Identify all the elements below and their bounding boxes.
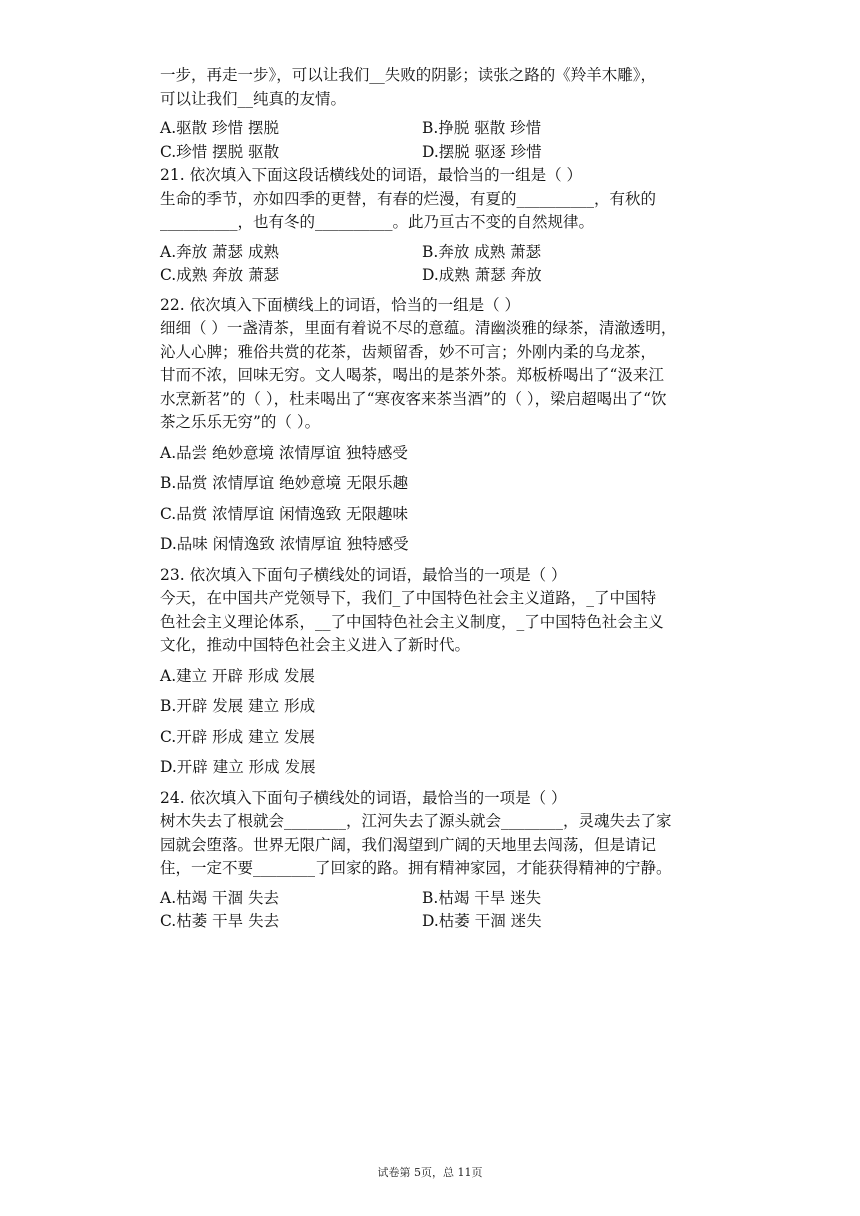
option-b[interactable]: B.品赏 浓情厚谊 绝妙意境 无限乐趣 (160, 474, 409, 492)
question-text-line: 园就会堕落。世界无限广阔，我们渴望到广阔的天地里去闯荡，但是请记 (160, 835, 657, 854)
question-text-line: 住，一定不要________了回家的路。拥有精神家园，才能获得精神的宁静。 (160, 859, 672, 877)
question-text-line: 沁人心脾；雅俗共赏的花茶，齿颊留香，妙不可言；外刚内柔的乌龙茶， (160, 342, 657, 361)
question-20-continuation (160, 64, 760, 164)
exam-page-content (160, 64, 760, 934)
question-23 (160, 564, 760, 780)
option-d[interactable]: D.品味 闲情逸致 浓情厚谊 独特感受 (160, 535, 409, 553)
question-text-line: 水烹新茗”的（ ），杜耒喝出了“寒夜客来茶当酒”的（ ），梁启超喝出了“饮 (160, 389, 667, 408)
option-a[interactable]: A.枯竭 干涸 失去 (160, 888, 279, 907)
question-text-line: 生命的季节，亦如四季的更替，有春的烂漫，有夏的__________，有秋的 (160, 189, 657, 208)
question-21 (160, 164, 760, 288)
option-c[interactable]: C.开辟 形成 建立 发展 (160, 727, 316, 746)
question-text-line: 树木失去了根就会________，江河失去了源头就会________，灵魂失去了家 (160, 812, 672, 830)
option-b[interactable]: B.奔放 成熟 萧瑟 (422, 242, 542, 261)
question-stem: 24. 依次填入下面句子横线处的词语，最恰当的一项是（ ） (160, 788, 567, 807)
question-text-line: 细细（ ）一盏清茶，里面有着说不尽的意蕴。清幽淡雅的绿茶，清澈透明， (160, 319, 677, 337)
option-b[interactable]: B.挣脱 驱散 珍惜 (422, 119, 542, 137)
option-a[interactable]: A.驱散 珍惜 摆脱 (160, 119, 279, 137)
option-b[interactable]: B.枯竭 干旱 迷失 (422, 888, 542, 907)
options-row (160, 910, 760, 934)
option-c[interactable]: C.珍惜 摆脱 驱散 (160, 142, 280, 161)
option-c[interactable]: C.成熟 奔放 萧瑟 (160, 266, 280, 284)
options-row (160, 264, 760, 288)
question-stem: 23. 依次填入下面句子横线处的词语，最恰当的一项是（ ） (160, 565, 567, 584)
option-d[interactable]: D.开辟 建立 形成 发展 (160, 758, 316, 776)
question-text-line: 可以让我们__纯真的友情。 (160, 89, 347, 108)
option-d[interactable]: D.成熟 萧瑟 奔放 (422, 266, 542, 284)
question-22 (160, 294, 760, 557)
option-b[interactable]: B.开辟 发展 建立 形成 (160, 697, 316, 715)
options-row (160, 241, 760, 265)
question-text-line: 文化，推动中国特色社会主义进入了新时代。 (160, 636, 471, 654)
question-24 (160, 787, 760, 934)
options-row (160, 141, 760, 165)
option-a[interactable]: A.建立 开辟 形成 发展 (160, 666, 315, 685)
options-row (160, 117, 760, 141)
question-text-line: __________，也有冬的__________。此乃亘古不变的自然规律。 (160, 213, 595, 231)
page-footer: 试卷第 5页，总 11页 (377, 1166, 483, 1179)
option-c[interactable]: C.品赏 浓情厚谊 闲情逸致 无限趣味 (160, 504, 409, 523)
question-stem: 22. 依次填入下面横线上的词语，恰当的一组是（ ） (160, 295, 521, 314)
option-c[interactable]: C.枯萎 干旱 失去 (160, 912, 280, 930)
option-d[interactable]: D.摆脱 驱逐 珍惜 (422, 142, 542, 161)
question-text-line: 甘而不浓，回味无穷。文人喝茶，喝出的是茶外茶。郑板桥喝出了“汲来江 (160, 366, 664, 384)
option-a[interactable]: A.品尝 绝妙意境 浓情厚谊 独特感受 (160, 443, 408, 462)
options-row (160, 887, 760, 911)
question-text-line: 一步，再走一步》，可以让我们__失败的阴影；读张之路的《羚羊木雕》， (160, 66, 657, 84)
option-d[interactable]: D.枯萎 干涸 迷失 (422, 912, 542, 930)
question-stem: 21. 依次填入下面这段话横线处的词语，最恰当的一组是（ ） (160, 166, 583, 184)
question-text-line: 色社会主义理论体系，__了中国特色社会主义制度，_了中国特色社会主义 (160, 612, 664, 631)
question-text-line: 茶之乐乐无穷”的（ ）。 (160, 413, 321, 431)
question-text-line: 今天，在中国共产党领导下，我们_了中国特色社会主义道路，_了中国特 (160, 589, 657, 607)
option-a[interactable]: A.奔放 萧瑟 成熟 (160, 242, 279, 261)
